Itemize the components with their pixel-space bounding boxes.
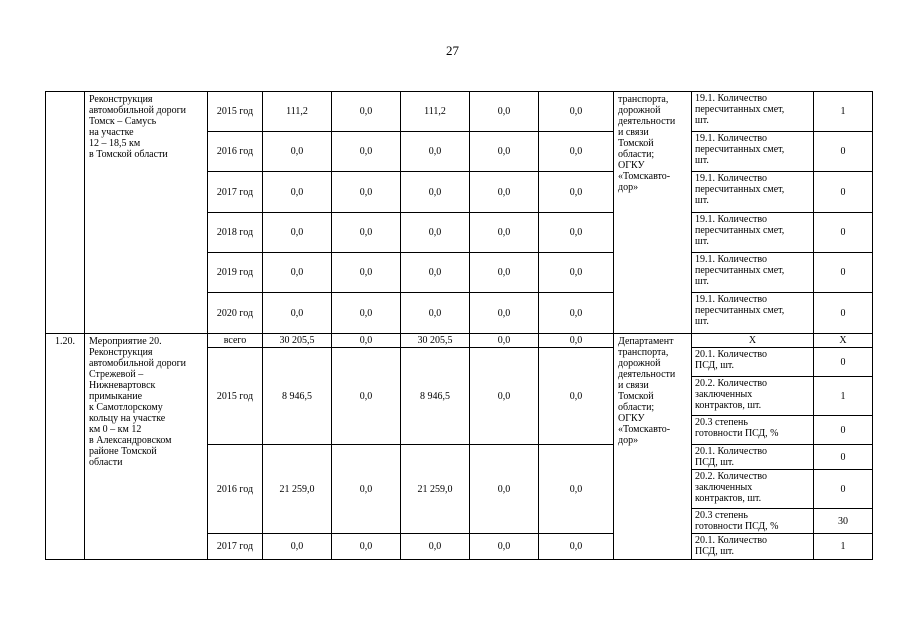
indicator-cell: 20.1. Количество ПСД, шт.: [692, 445, 814, 470]
amount-cell: 0,0: [470, 534, 539, 560]
amount-cell: 0,0: [263, 293, 332, 334]
amount-cell: 0,0: [539, 92, 614, 132]
indicator-value-cell: 0: [814, 132, 873, 172]
indicator-value-cell: 1: [814, 92, 873, 132]
amount-cell: 0,0: [470, 293, 539, 334]
indicator-value-cell: 0: [814, 172, 873, 213]
amount-cell: 0,0: [401, 213, 470, 253]
amount-cell: 0,0: [401, 534, 470, 560]
amount-cell: 0,0: [539, 293, 614, 334]
year-cell: 2016 год: [208, 445, 263, 534]
indicator-cell: 20.1. Количество ПСД, шт.: [692, 534, 814, 560]
amount-cell: 0,0: [470, 172, 539, 213]
indicator-cell: 20.1. Количество ПСД, шт.: [692, 348, 814, 377]
year-cell: 2018 год: [208, 213, 263, 253]
indicator-value-cell: 0: [814, 416, 873, 445]
amount-cell: 0,0: [263, 253, 332, 293]
amount-cell: 0,0: [263, 132, 332, 172]
row-number-cell: [46, 92, 85, 334]
amount-cell: 0,0: [539, 132, 614, 172]
amount-cell: 0,0: [539, 334, 614, 348]
indicator-cell: Х: [692, 334, 814, 348]
indicator-value-cell: 0: [814, 253, 873, 293]
year-cell: 2016 год: [208, 132, 263, 172]
amount-cell: 0,0: [332, 172, 401, 213]
indicator-value-cell: 0: [814, 213, 873, 253]
program-table: [45, 91, 873, 560]
executor-cell: транспорта, дорожной деятельности и связи Томской области; ОГКУ «Томскавто- дор»: [614, 92, 692, 334]
amount-cell: 21 259,0: [263, 445, 332, 534]
amount-cell: 30 205,5: [401, 334, 470, 348]
executor-cell: Департамент транспорта, дорожной деятельности и связи Томской области; ОГКУ «Томскавто- дор»: [614, 334, 692, 560]
amount-cell: 111,2: [263, 92, 332, 132]
amount-cell: 0,0: [401, 172, 470, 213]
indicator-value-cell: 0: [814, 348, 873, 377]
indicator-value-cell: 0: [814, 445, 873, 470]
amount-cell: 8 946,5: [401, 348, 470, 445]
indicator-value-cell: 0: [814, 293, 873, 334]
amount-cell: 111,2: [401, 92, 470, 132]
amount-cell: 0,0: [470, 92, 539, 132]
amount-cell: 0,0: [263, 213, 332, 253]
year-cell: всего: [208, 334, 263, 348]
indicator-value-cell: Х: [814, 334, 873, 348]
amount-cell: 0,0: [539, 445, 614, 534]
indicator-value-cell: 0: [814, 470, 873, 509]
year-cell: 2019 год: [208, 253, 263, 293]
page-number: 27: [446, 43, 459, 58]
year-cell: 2020 год: [208, 293, 263, 334]
amount-cell: 0,0: [263, 172, 332, 213]
amount-cell: 0,0: [401, 132, 470, 172]
indicator-cell: 20.3 степень готовности ПСД, %: [692, 509, 814, 534]
amount-cell: 0,0: [539, 172, 614, 213]
indicator-value-cell: 1: [814, 534, 873, 560]
measure-name-cell: Мероприятие 20. Реконструкция автомобильной дороги Стрежевой – Нижневартовск примыкание к Самотлорскому кольцу на участке км 0 – км 12 в Александровском районе Томской области: [85, 334, 208, 560]
amount-cell: 0,0: [539, 348, 614, 445]
amount-cell: 0,0: [539, 534, 614, 560]
amount-cell: 0,0: [332, 293, 401, 334]
indicator-cell: 20.2. Количество заключенных контрактов, шт.: [692, 470, 814, 509]
amount-cell: 0,0: [332, 534, 401, 560]
year-cell: 2015 год: [208, 92, 263, 132]
amount-cell: 0,0: [539, 213, 614, 253]
year-cell: 2017 год: [208, 534, 263, 560]
indicator-cell: 19.1. Количество пересчитанных смет, шт.: [692, 213, 814, 253]
indicator-value-cell: 30: [814, 509, 873, 534]
indicator-cell: 19.1. Количество пересчитанных смет, шт.: [692, 132, 814, 172]
amount-cell: 0,0: [332, 445, 401, 534]
measure-name-cell: Реконструкция автомобильной дороги Томск – Самусь на участке 12 – 18,5 км в Томской области: [85, 92, 208, 334]
amount-cell: 8 946,5: [263, 348, 332, 445]
amount-cell: 0,0: [470, 132, 539, 172]
amount-cell: 0,0: [332, 132, 401, 172]
amount-cell: 0,0: [470, 213, 539, 253]
indicator-cell: 19.1. Количество пересчитанных смет, шт.: [692, 92, 814, 132]
amount-cell: 0,0: [332, 348, 401, 445]
year-cell: 2017 год: [208, 172, 263, 213]
table-row: [46, 334, 873, 348]
indicator-cell: 20.3 степень готовности ПСД, %: [692, 416, 814, 445]
amount-cell: 0,0: [332, 92, 401, 132]
indicator-cell: 19.1. Количество пересчитанных смет, шт.: [692, 253, 814, 293]
amount-cell: 0,0: [263, 534, 332, 560]
amount-cell: 0,0: [401, 253, 470, 293]
amount-cell: 0,0: [470, 253, 539, 293]
indicator-cell: 20.2. Количество заключенных контрактов, шт.: [692, 377, 814, 416]
amount-cell: 0,0: [401, 293, 470, 334]
amount-cell: 21 259,0: [401, 445, 470, 534]
amount-cell: 30 205,5: [263, 334, 332, 348]
year-cell: 2015 год: [208, 348, 263, 445]
row-number-cell: 1.20.: [46, 334, 85, 560]
indicator-cell: 19.1. Количество пересчитанных смет, шт.: [692, 172, 814, 213]
amount-cell: 0,0: [470, 334, 539, 348]
amount-cell: 0,0: [332, 334, 401, 348]
amount-cell: 0,0: [332, 253, 401, 293]
amount-cell: 0,0: [332, 213, 401, 253]
indicator-value-cell: 1: [814, 377, 873, 416]
indicator-cell: 19.1. Количество пересчитанных смет, шт.: [692, 293, 814, 334]
table-row: [46, 92, 873, 132]
amount-cell: 0,0: [470, 348, 539, 445]
amount-cell: 0,0: [470, 445, 539, 534]
amount-cell: 0,0: [539, 253, 614, 293]
